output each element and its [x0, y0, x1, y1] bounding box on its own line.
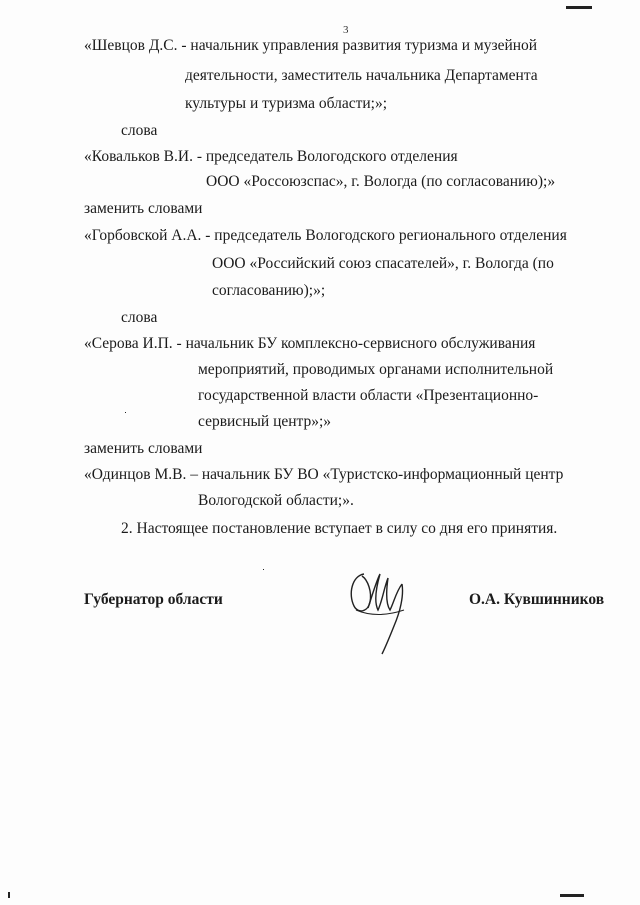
- item-serova-line-4: сервисный центр»;»: [198, 413, 332, 430]
- item-kovalkov-line-1: «Ковальков В.И. - председатель Вологодского отделения: [84, 148, 458, 165]
- scan-mark-top: [566, 6, 592, 9]
- item-shevtsov-line-3: культуры и туризма области;»;: [185, 95, 388, 112]
- scan-mark-bottom: [560, 894, 584, 897]
- item-gorbovskoy-line-1: «Горбовской А.А. - председатель Вологодского регионального отделения: [84, 227, 567, 244]
- item-serova-line-1: «Серова И.П. - начальник БУ комплексно-сервисного обслуживания: [84, 335, 536, 352]
- item-gorbovskoy-line-2: ООО «Российский союз спасателей», г. Вологда (по: [212, 255, 554, 272]
- item-shevtsov-line-1: «Шевцов Д.С. - начальник управления развития туризма и музейной: [84, 37, 538, 54]
- scan-mark-left: [8, 892, 10, 898]
- item-gorbovskoy-line-3: согласованию);»;: [212, 282, 326, 299]
- connector-replace-1: заменить словами: [84, 200, 203, 217]
- signatory-name: О.А. Кувшинников: [469, 591, 605, 608]
- scan-dot-2: [263, 569, 264, 570]
- resolution-paragraph: 2. Настоящее постановление вступает в силу со дня его принятия.: [121, 520, 558, 537]
- item-serova-line-2: мероприятий, проводимых органами исполнительной: [198, 361, 554, 378]
- item-serova-line-3: государственной власти области «Презентационно-: [198, 387, 539, 404]
- item-odintsov-line-2: Вологодской области;».: [198, 492, 354, 509]
- item-odintsov-line-1: «Одинцов М.В. – начальник БУ ВО «Туристско-информационный центр: [84, 466, 564, 483]
- scan-dot-1: [125, 412, 126, 413]
- connector-words-1: слова: [121, 122, 158, 139]
- signatory-position: Губернатор области: [84, 591, 223, 608]
- item-shevtsov-line-2: деятельности, заместитель начальника Департамента: [185, 67, 538, 84]
- handwritten-signature-icon: [346, 566, 416, 658]
- item-kovalkov-line-2: ООО «Россоюзспас», г. Вологда (по согласованию);»: [206, 173, 556, 190]
- page-number: 3: [343, 24, 349, 36]
- connector-words-2: слова: [121, 309, 158, 326]
- connector-replace-2: заменить словами: [84, 440, 203, 457]
